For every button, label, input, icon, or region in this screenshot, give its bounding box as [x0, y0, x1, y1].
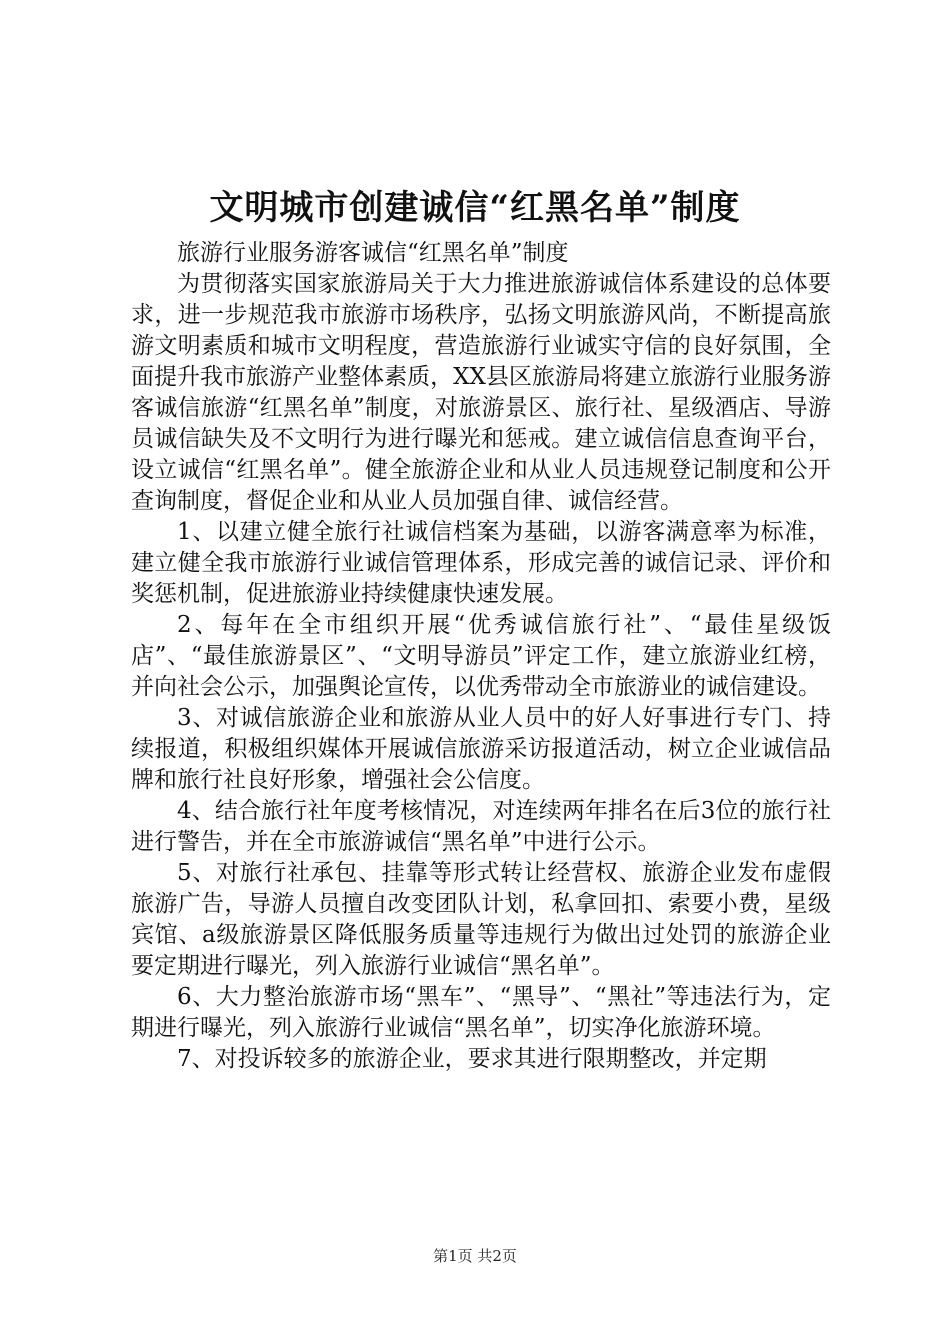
page-number-footer: 第1页 共2页 — [433, 1247, 517, 1265]
item-paragraph-2: 2、每年在全市组织开展“优秀诚信旅行社”、“最佳星级饭店”、“最佳旅游景区”、“文明导游员”评定工作，建立旅游业红榜，并向社会公示，加强舆论宣传，以优秀带动全市旅游业的诚信建设。 — [131, 612, 831, 700]
item-paragraph-5: 5、对旅行社承包、挂靠等形式转让经营权、旅游企业发布虚假旅游广告，导游人员擅自改变团队计划，私拿回扣、索要小费，星级宾馆、a级旅游景区降低服务质量等违规行为做出过处罚的旅游企业要定期进行曝光，列入旅游行业诚信“黑名单”。 — [131, 860, 831, 979]
document-body — [131, 238, 831, 1075]
subtitle-paragraph: 旅游行业服务游客诚信“红黑名单”制度 — [177, 240, 569, 266]
item-paragraph-1: 1、以建立健全旅行社诚信档案为基础，以游客满意率为标准，建立健全我市旅游行业诚信管理体系，形成完善的诚信记录、评价和奖惩机制，促进旅游业持续健康快速发展。 — [131, 519, 831, 607]
intro-paragraph: 为贯彻落实国家旅游局关于大力推进旅游诚信体系建设的总体要求，进一步规范我市旅游市场秩序，弘扬文明旅游风尚，不断提高旅游文明素质和城市文明程度，营造旅游行业诚实守信的良好氛围，全面提升我市旅游产业整体素质，XX县区旅游局将建立旅游行业服务游客诚信旅游“红黑名单”制度，对旅游景区、旅行社、星级酒店、导游员诚信缺失及不文明行为进行曝光和惩戒。建立诚信信息查询平台，设立诚信“红黑名单”。健全旅游企业和从业人员违规登记制度和公开查询制度，督促企业和从业人员加强自律、诚信经营。 — [131, 271, 831, 514]
item-paragraph-4: 4、结合旅行社年度考核情况，对连续两年排名在后3位的旅行社进行警告，并在全市旅游诚信“黑名单”中进行公示。 — [131, 798, 831, 855]
item-paragraph-7: 7、对投诉较多的旅游企业，要求其进行限期整改，并定期 — [177, 1046, 767, 1072]
item-paragraph-6: 6、大力整治旅游市场“黑车”、“黑导”、“黑社”等违法行为，定期进行曝光，列入旅游行业诚信“黑名单”，切实净化旅游环境。 — [131, 984, 831, 1041]
item-paragraph-3: 3、对诚信旅游企业和旅游从业人员中的好人好事进行专门、持续报道，积极组织媒体开展诚信旅游采访报道活动，树立企业诚信品牌和旅行社良好形象，增强社会公信度。 — [131, 705, 831, 793]
document-title: 文明城市创建诚信“红黑名单”制度 — [209, 188, 741, 228]
